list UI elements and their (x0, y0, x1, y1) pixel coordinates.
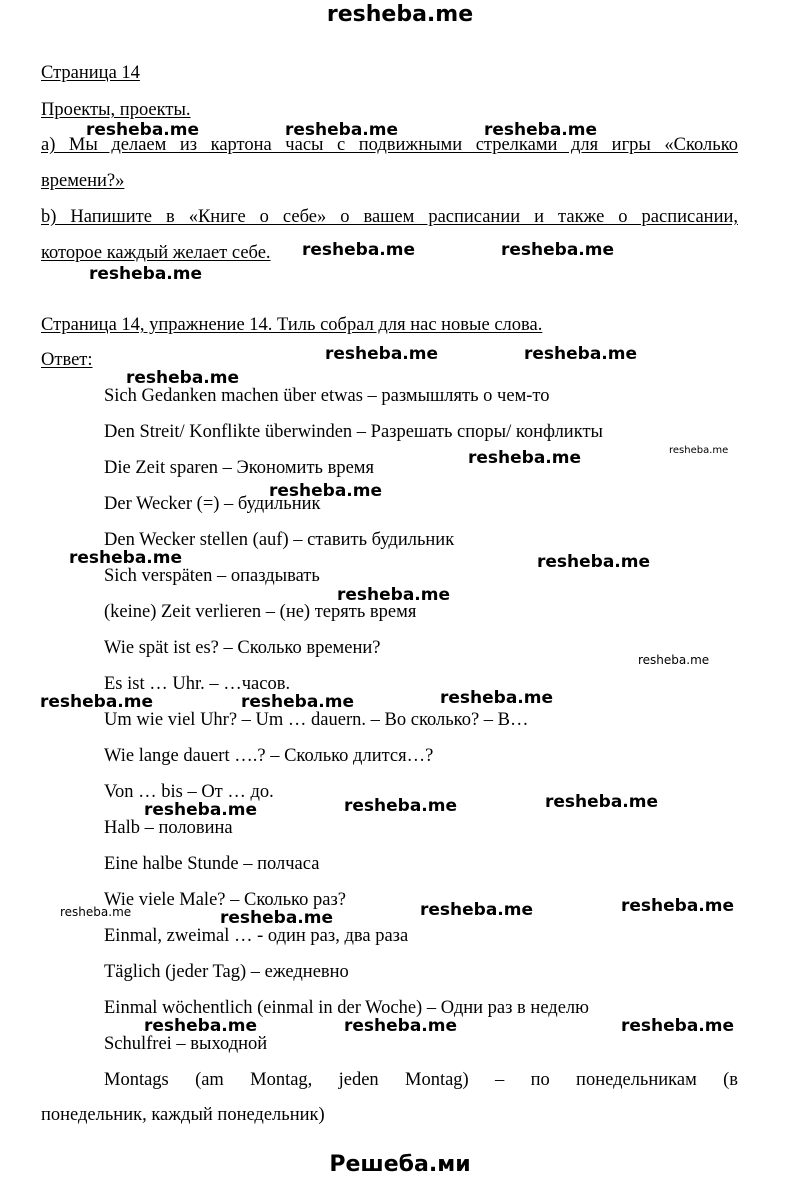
watermark: resheba.me (638, 653, 710, 667)
watermark: resheba.me (60, 905, 132, 919)
vocab-entry: (keine) Zeit verlieren – (не) терять время (104, 602, 417, 622)
watermark: resheba.me (669, 445, 729, 456)
watermark: resheba.me (144, 800, 258, 820)
site-brand-footer[interactable]: Решеба.ми (329, 1152, 471, 1177)
watermark: resheba.me (468, 448, 582, 468)
watermark: resheba.me (440, 688, 554, 708)
vocab-entry: Um wie viel Uhr? – Um … dauern. – Во сколько? – В… (104, 710, 529, 730)
vocab-entry: Der Wecker (=) – будильник (104, 494, 321, 514)
watermark: resheba.me (524, 344, 638, 364)
vocab-entry: Einmal wöchentlich (einmal in der Woche) – Одни раз в неделю (104, 998, 589, 1018)
vocab-entry: Eine halbe Stunde – полчаса (104, 854, 320, 874)
vocab-entry: Sich Gedanken machen über etwas – размышлять о чем-то (104, 386, 550, 406)
vocab-entry: Täglich (jeder Tag) – ежедневно (104, 962, 349, 982)
item-a-line2: времени?» (41, 171, 125, 191)
watermark: resheba.me (484, 120, 598, 140)
watermark: resheba.me (420, 900, 534, 920)
watermark: resheba.me (344, 796, 458, 816)
item-b-line2: которое каждый желает себе. (41, 243, 271, 263)
watermark: resheba.me (621, 1016, 735, 1036)
watermark: resheba.me (302, 240, 416, 260)
watermark: resheba.me (40, 692, 154, 712)
watermark: resheba.me (241, 692, 355, 712)
item-b-line1: b) Напишите в «Книге о себе» о вашем расписании и также о расписании, (41, 207, 738, 227)
page-title: Страница 14 (41, 63, 140, 83)
vocab-entry-multiline-1: Montags (am Montag, jeden Montag) – по понедельникам (в (104, 1070, 738, 1090)
watermark: resheba.me (537, 552, 651, 572)
watermark: resheba.me (285, 120, 399, 140)
watermark: resheba.me (621, 896, 735, 916)
watermark: resheba.me (337, 585, 451, 605)
vocab-entry: Wie viele Male? – Сколько раз? (104, 890, 346, 910)
site-brand-header[interactable]: resheba.me (326, 2, 474, 27)
section-heading: Проекты, проекты. (41, 100, 191, 120)
watermark: resheba.me (86, 120, 200, 140)
vocab-entry: Halb – половина (104, 818, 233, 838)
watermark: resheba.me (89, 264, 203, 284)
vocab-entry: Den Wecker stellen (auf) – ставить будильник (104, 530, 455, 550)
vocab-entry: Wie lange dauert ….? – Сколько длится…? (104, 746, 434, 766)
watermark: resheba.me (501, 240, 615, 260)
watermark: resheba.me (545, 792, 659, 812)
vocab-entry: Den Streit/ Konflikte überwinden – Разрешать споры/ конфликты (104, 422, 603, 442)
item-a-line1: a) Мы делаем из картона часы с подвижными стрелками для игры «Сколько (41, 135, 738, 155)
vocab-entry: Schulfrei – выходной (104, 1034, 268, 1054)
watermark: resheba.me (325, 344, 439, 364)
vocab-entry-multiline-2: понедельник, каждый понедельник) (41, 1105, 325, 1125)
vocab-entry: Die Zeit sparen – Экономить время (104, 458, 375, 478)
watermark: resheba.me (69, 548, 183, 568)
watermark: resheba.me (144, 1016, 258, 1036)
watermark: resheba.me (220, 908, 334, 928)
watermark: resheba.me (269, 481, 383, 501)
vocab-entry: Einmal, zweimal … - один раз, два раза (104, 926, 409, 946)
exercise-title: Страница 14, упражнение 14. Тиль собрал для нас новые слова. (41, 315, 543, 335)
answer-label: Ответ: (41, 350, 93, 370)
vocab-entry: Von … bis – От … до. (104, 782, 274, 802)
vocab-entry: Es ist … Uhr. – …часов. (104, 674, 291, 694)
vocab-entry: Sich verspäten – опаздывать (104, 566, 320, 586)
vocab-entry: Wie spät ist es? – Сколько времени? (104, 638, 381, 658)
watermark: resheba.me (126, 368, 240, 388)
watermark: resheba.me (344, 1016, 458, 1036)
